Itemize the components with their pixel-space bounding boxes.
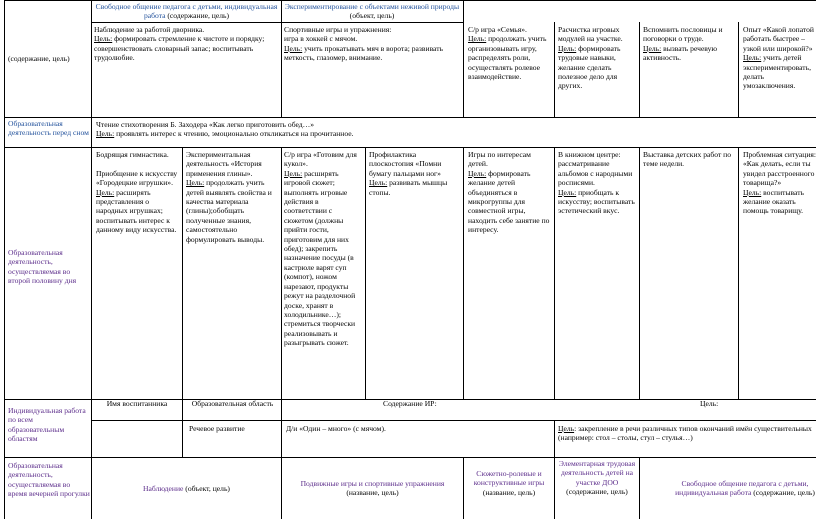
- row3-col3: [284, 150, 363, 348]
- header-experiment-suffix: (объект, цель): [349, 11, 395, 21]
- row3-col1: [96, 150, 180, 235]
- vline: [738, 147, 739, 399]
- vline: [463, 147, 464, 399]
- goal-text: воспитывать желание оказать помощь товарищу.: [743, 187, 804, 216]
- goal-text: учить прокатывать мяч в ворота; развивать меткость, глазомер, внимание.: [284, 43, 444, 63]
- row3-col8: [743, 150, 816, 216]
- row5-label: Образовательная деятельность, осуществляемая во время вечерней прогулки: [8, 461, 90, 499]
- text: Спортивные игры и упражнения:: [284, 25, 392, 34]
- row3-label: Образовательная деятельность, осуществляемая во второй половину дня: [8, 248, 77, 286]
- goal-text: расширять игровой сюжет; выполнять игровые действия в соответствии с сюжетом (должны прийти гости, приготовим для них обед); закрепить назначение посуды (в кастрюле варят суп (компот), ножом нарезают, продукты режут на разделочной доске, хранят в холодильнике…); стремиться творчески реализовывать и разыгрывать сюжет.: [284, 168, 356, 348]
- header-experiment: [284, 2, 460, 21]
- row1-free-communication: [94, 25, 279, 63]
- hline: [4, 457, 816, 458]
- hline: [4, 147, 816, 148]
- goal-text: вызвать речевую активность.: [643, 43, 718, 63]
- text: Опыт «Какой лопатой работать быстрее – узкой или широкой?»: [743, 25, 814, 53]
- row4-label: Индивидуальная работа по всем образовательным областям: [8, 406, 86, 444]
- goal-label: Цель:: [284, 168, 303, 178]
- text: Наблюдение за работой дворника.: [94, 25, 205, 34]
- header-goal: Цель:: [700, 399, 719, 408]
- goal-label: Цель:: [369, 178, 388, 188]
- goal-text: учить детей экспериментировать, делать умозаключения.: [743, 53, 811, 91]
- goal-label: Цель:: [558, 43, 577, 53]
- row3-col2: [186, 150, 279, 244]
- title: Сюжетно-ролевые и конструктивные игры: [473, 469, 545, 488]
- goal-label: Цель:: [96, 187, 115, 197]
- goal-text: формировать желание детей объединяться в микрогруппы для совместной игры, находить себе занятие по интересу.: [468, 168, 550, 235]
- suffix: (содержание, цель): [751, 488, 815, 498]
- row5-outdoor-games: [284, 479, 461, 498]
- goal-label: Цель:: [284, 43, 303, 53]
- goal-text: проявлять интерес к чтению, эмоционально откликаться на прочитанное.: [114, 129, 354, 139]
- row3-col6: [558, 150, 637, 216]
- text: игра в хоккей с мячом.: [284, 34, 358, 44]
- title: Подвижные игры и спортивные упражнения: [300, 479, 445, 488]
- text: Бодрящая гимнастика.: [96, 150, 169, 159]
- text: Игры по интересам детей.: [468, 150, 531, 169]
- hline: [91, 22, 463, 23]
- suffix: (содержание, цель): [566, 487, 628, 497]
- hline: [91, 420, 816, 421]
- header-experiment-title: Экспериментирование с объектами неживой природы: [284, 2, 460, 11]
- row4-area: Речевое развитие: [189, 424, 245, 433]
- text: Чтение стихотворения Б. Заходера «Как легко приготовить обед…»: [96, 120, 314, 129]
- vline: [281, 0, 282, 117]
- goal-text: формировать трудовые навыки, желание сделать полезное дело для других.: [558, 43, 621, 91]
- vline: [281, 457, 282, 519]
- row1-proverbs: [643, 25, 736, 63]
- vline: [639, 457, 640, 519]
- header-child-name: Имя воспитанника: [106, 399, 168, 408]
- goal-label: Цель:: [743, 53, 762, 63]
- vline: [365, 147, 366, 399]
- vline: [554, 22, 555, 117]
- header-free-communication: [94, 2, 279, 21]
- row5-labor: [557, 459, 637, 497]
- text: Приобщение к искусству «Городецкие игрушки».: [96, 168, 178, 188]
- row2-content: [96, 120, 806, 139]
- text: Вспомнить пословицы и поговорки о труде.: [643, 25, 723, 44]
- row2-label: Образовательная деятельность перед сном: [8, 119, 89, 138]
- header-free-communication-title: Свободное общение педагога с детьми, индивидуальная работа: [95, 2, 278, 21]
- vline: [554, 420, 555, 457]
- suffix: (название, цель): [346, 488, 399, 498]
- row3-col7: Выставка детских работ по теме недели.: [643, 150, 732, 169]
- goal-label: Цель:: [643, 43, 662, 53]
- text: Профилактика плоскостопия «Помни бумагу пальцами ног»: [369, 150, 442, 178]
- goal-text: продолжать учить детей выявлять свойства и качества материала (глины);обобщать полученные знания, самостоятельно формулировать выводы.: [186, 178, 272, 244]
- goal-label: Цель:: [186, 178, 205, 188]
- text: С/р игра «Семья».: [468, 25, 527, 34]
- goal-label: Цель:: [94, 34, 113, 44]
- row1-sport-games: [284, 25, 460, 63]
- row5-observation: [94, 484, 279, 493]
- goals-column-label: (содержание, цель): [8, 54, 70, 63]
- goal-label: Цель:: [743, 187, 762, 197]
- vline: [463, 0, 464, 117]
- vline: [554, 457, 555, 519]
- text: Проблемная ситуация: «Как делать, если ты увидел расстроенного товарища?»: [743, 150, 816, 188]
- vline: [738, 22, 739, 117]
- hline: [4, 0, 816, 1]
- row4-goal: [558, 424, 814, 443]
- goal-text: приобщать к искусству; воспитывать эстетический вкус.: [558, 187, 635, 216]
- row3-col4: [369, 150, 461, 197]
- title: Свободное общение педагога с детьми, индивидуальная работа: [675, 479, 809, 498]
- vline: [554, 147, 555, 399]
- vline: [182, 147, 183, 399]
- text: Экспериментальная деятельность «История применения глины».: [186, 150, 262, 178]
- header-free-communication-suffix: (содержание, цель): [165, 11, 230, 21]
- vline: [4, 0, 5, 519]
- row4-content: Д/и «Один – много» (с мячом).: [286, 424, 386, 433]
- title: Элементарная трудовая деятельность детей на участке ДОО: [558, 459, 636, 487]
- goal-label: Цель:: [558, 187, 577, 197]
- text: Расчистка игровых модулей на участке.: [558, 25, 623, 44]
- vline: [91, 0, 92, 519]
- title: Наблюдение: [143, 484, 184, 493]
- vline: [281, 147, 282, 399]
- text: С/р игра «Готовим для кукол».: [284, 150, 357, 169]
- goal-label: Цель:: [468, 168, 487, 178]
- goal-text: продолжать учить организовывать игру, распределять роли, осуществлять ролевое взаимодействие.: [468, 34, 547, 82]
- goal-text: : закрепление в речи различных типов окончаний имён существительных (например: стол – столы, стул – стулья…): [558, 424, 812, 443]
- goal-label: Цель:: [96, 129, 115, 139]
- goal-text: развивать мышцы стопы.: [369, 178, 448, 197]
- vline: [281, 399, 282, 457]
- suffix: (название, цель): [482, 487, 536, 497]
- goal-text: расширять представления о народных игрушках; воспитывать интерес к данному виду искусства.: [96, 187, 177, 235]
- vline: [463, 457, 464, 519]
- vline: [639, 22, 640, 117]
- goal-label: Цель: [558, 424, 575, 433]
- text: В книжном центре: рассматривание альбомов с народными росписями.: [558, 150, 633, 188]
- row1-role-play: [468, 25, 552, 81]
- header-educational-area: Образовательная область: [191, 399, 274, 408]
- suffix: (объект, цель): [183, 484, 230, 493]
- goal-text: формировать стремление к чистоте и порядку; совершенствовать словарный запас; воспитывать трудолюбие.: [94, 34, 265, 63]
- row5-role-play: [466, 469, 552, 497]
- hline: [4, 117, 816, 118]
- goal-label: Цель:: [468, 34, 487, 44]
- row1-experience: [743, 25, 816, 91]
- row5-free-communication: [660, 479, 816, 498]
- row1-cleaning: [558, 25, 637, 91]
- vline: [639, 147, 640, 399]
- vline: [182, 399, 183, 457]
- header-content: Содержание ИР:: [383, 399, 437, 408]
- row3-col5: [468, 150, 552, 235]
